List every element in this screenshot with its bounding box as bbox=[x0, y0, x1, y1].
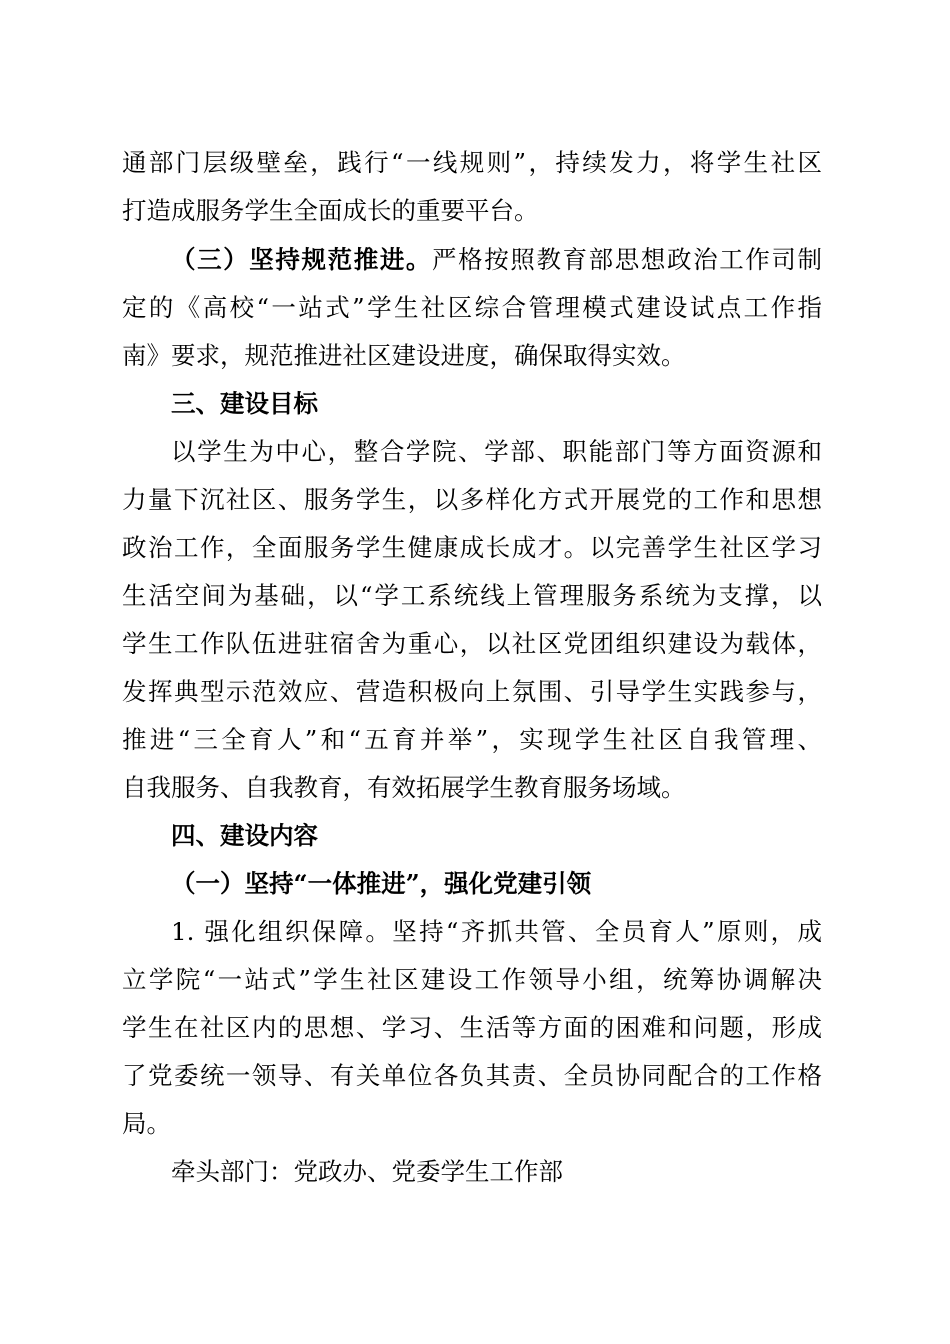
lead-department: 牵头部门：党政办、党委学生工作部 bbox=[171, 1157, 563, 1186]
paragraph-line: 立学院“一站式”学生社区建设工作领导小组，统筹协调解决 bbox=[122, 965, 822, 994]
paragraph-line: 1. 强化组织保障。坚持“齐抓共管、全员育人”原则，成 bbox=[171, 917, 822, 946]
paragraph-line: 自我服务、自我教育，有效拓展学生教育服务场域。 bbox=[122, 773, 686, 802]
paragraph-line: 推进“三全育人”和“五育并举”，实现学生社区自我管理、 bbox=[122, 725, 822, 754]
paragraph-line: 学生工作队伍进驻宿舍为重心，以社区党团组织建设为载体， bbox=[122, 629, 822, 658]
para-lead-bold: （三）坚持规范推进。 bbox=[171, 245, 433, 274]
para-lead-rest: 严格按照教育部思想政治工作司制 bbox=[432, 245, 823, 274]
paragraph-line bbox=[171, 245, 822, 275]
paragraph-line: 了党委统一领导、有关单位各负其责、全员协同配合的工作格 bbox=[122, 1061, 822, 1090]
paragraph-line: 南》要求，规范推进社区建设进度，确保取得实效。 bbox=[122, 341, 686, 370]
paragraph-line: 通部门层级壁垒，践行“一线规则”，持续发力，将学生社区 bbox=[122, 148, 822, 177]
paragraph-line: 政治工作，全面服务学生健康成长成才。以完善学生社区学习 bbox=[122, 533, 822, 562]
paragraph-line: 局。 bbox=[122, 1109, 171, 1138]
paragraph-line: 定的《高校“一站式”学生社区综合管理模式建设试点工作指 bbox=[122, 293, 822, 322]
paragraph-line: 生活空间为基础，以“学工系统线上管理服务系统为支撑，以 bbox=[122, 581, 822, 610]
paragraph-line: 以学生为中心，整合学院、学部、职能部门等方面资源和 bbox=[171, 437, 822, 466]
paragraph-line: 发挥典型示范效应、营造积极向上氛围、引导学生实践参与， bbox=[122, 677, 822, 706]
paragraph-line: 力量下沉社区、服务学生，以多样化方式开展党的工作和思想 bbox=[122, 485, 822, 514]
subsection-heading: （一）坚持“一体推进”，强化党建引领 bbox=[171, 869, 592, 898]
section-heading: 三、建设目标 bbox=[171, 389, 318, 418]
section-heading: 四、建设内容 bbox=[171, 821, 318, 850]
paragraph-line: 学生在社区内的思想、学习、生活等方面的困难和问题，形成 bbox=[122, 1013, 822, 1042]
paragraph-line: 打造成服务学生全面成长的重要平台。 bbox=[122, 196, 539, 225]
